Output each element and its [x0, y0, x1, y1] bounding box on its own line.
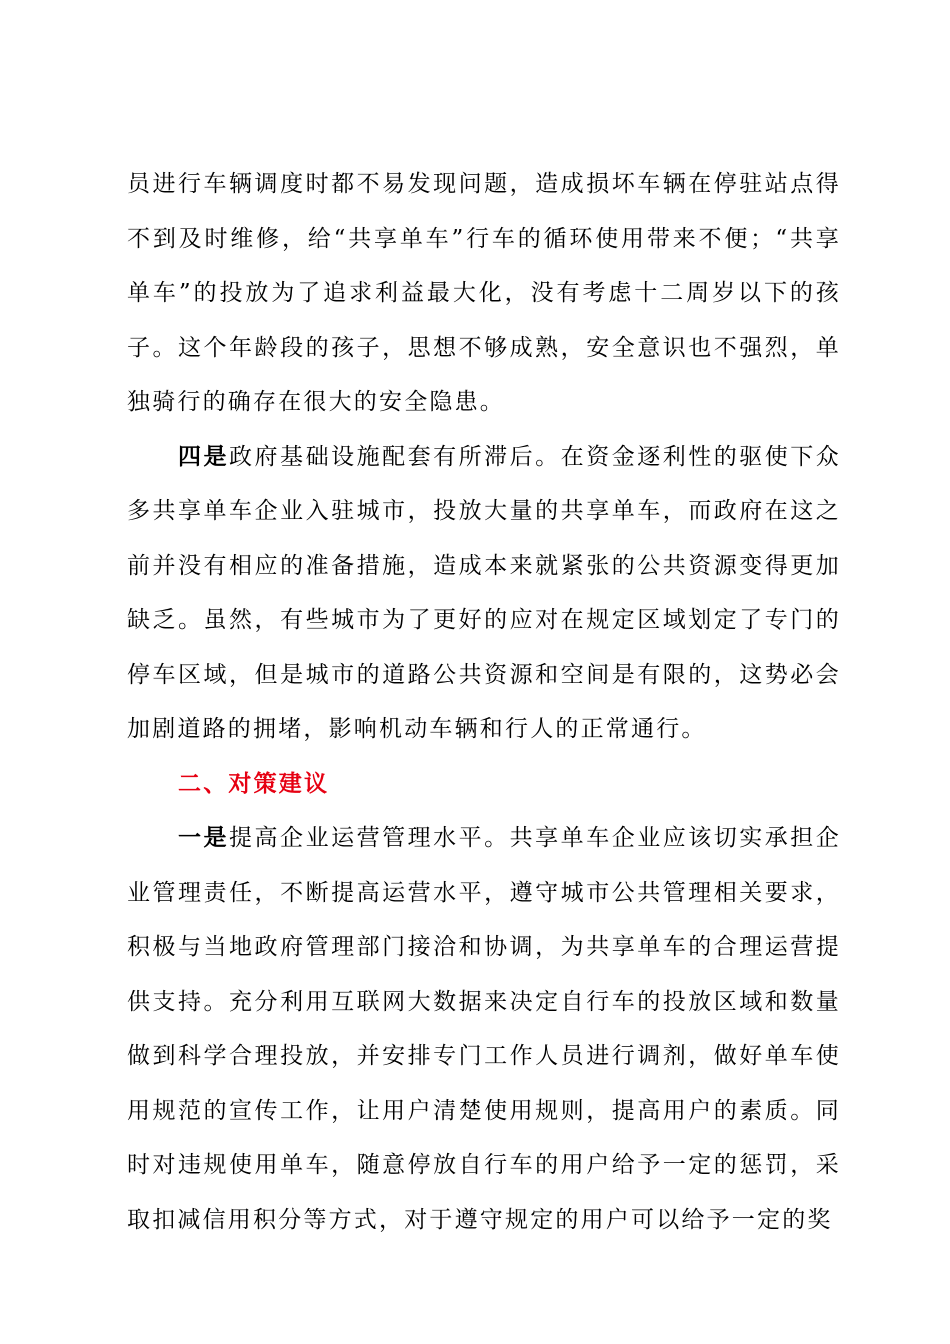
paragraph-lead: 一是: [178, 825, 230, 851]
paragraph-text: 员进行车辆调度时都不易发现问题，造成损坏车辆在停驻站点得不到及时维修，给“共享单车”行车的循环使用带来不便；“共享单车”的投放为了追求利益最大化，没有考虑十二周岁以下的孩子。这个年龄段的孩子，思想不够成熟，安全意识也不强烈，单独骑行的确存在很大的安全隐患。: [127, 171, 841, 415]
paragraph-text: 提高企业运营管理水平。共享单车企业应该切实承担企业管理责任，不断提高运营水平，遵守城市公共管理相关要求，积极与当地政府管理部门接洽和协调，为共享单车的合理运营提供支持。充分利用互联网大数据来决定自行车的投放区域和数量做到科学合理投放，并安排专门工作人员进行调剂，做好单车使用规范的宣传工作，让用户清楚使用规则，提高用户的素质。同时对违规使用单车，随意停放自行车的用户给予一定的惩罚，采取扣减信用积分等方式，对于遵守规定的用户可以给予一定的奖: [127, 825, 841, 1233]
body-text: [127, 157, 841, 1247]
paragraph-continuation: [127, 157, 841, 430]
section-heading: 二、对策建议: [178, 770, 330, 797]
paragraph-point-four: [127, 430, 841, 757]
paragraph-lead: 四是: [178, 443, 230, 470]
paragraph-text: 政府基础设施配套有所滞后。在资金逐利性的驱使下众多共享单车企业入驻城市，投放大量的共享单车，而政府在这之前并没有相应的准备措施，造成本来就紧张的公共资源变得更加缺乏。虽然，有些城市为了更好的应对在规定区域划定了专门的停车区域，但是城市的道路公共资源和空间是有限的，这势必会加剧道路的拥堵，影响机动车辆和行人的正常通行。: [127, 443, 841, 742]
paragraph-point-one: [127, 811, 841, 1247]
